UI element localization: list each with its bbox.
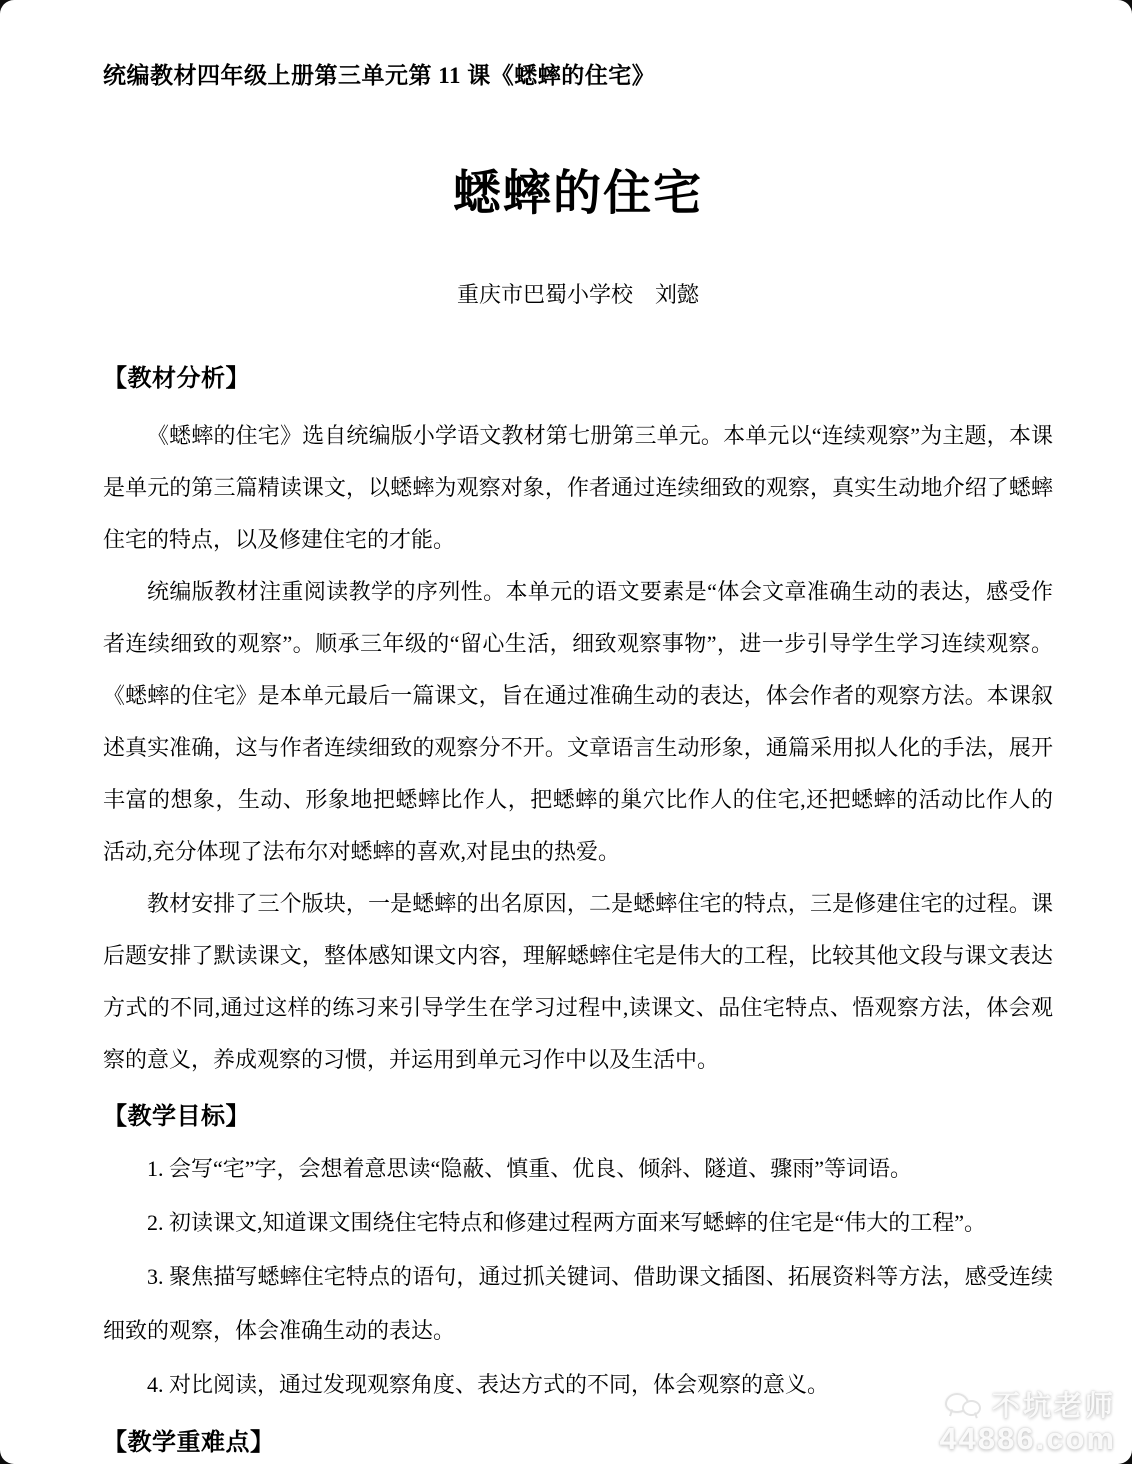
chat-bubbles-icon [945, 1392, 983, 1420]
watermark [939, 1390, 1116, 1456]
section-heading: 【教材分析】 [103, 366, 250, 392]
section-body [103, 410, 1053, 1086]
watermark-site: 44886.com [939, 1421, 1116, 1456]
watermark-brand-row [939, 1390, 1116, 1422]
author-byline: 重庆市巴蜀小学校 刘懿 [456, 282, 699, 307]
section-body [103, 1142, 1053, 1412]
goal-item: 4. 对比阅读，通过发现观察角度、表达方式的不同，体会观察的意义。 [147, 1372, 830, 1397]
goal-item: 3. 聚焦描写蟋蟀住宅特点的语句，通过抓关键词、借助课文插图、拓展资料等方法，感受连续细致的观察，体会准确生动的表达。 [103, 1264, 1053, 1343]
goal-item: 1. 会写“宅”字，会想着意思读“隐蔽、慎重、优良、倾斜、隧道、骤雨”等词语。 [147, 1156, 913, 1181]
document-title: 蟋蟀的住宅 [452, 167, 703, 220]
watermark-brand: 不坑老师 [991, 1390, 1116, 1421]
paragraph: 教材安排了三个版块，一是蟋蟀的出名原因，二是蟋蟀住宅的特点，三是修建住宅的过程。课后题安排了默读课文，整体感知课文内容，理解蟋蟀住宅是伟大的工程，比较其他文段与课文表达方式的不同,通过这样的练习来引导学生在学习过程中,读课文、品住宅特点、悟观察方法，体会观察的意义，养成观察的习惯，并运用到单元习作中以及生活中。 [103, 891, 1053, 1072]
section-heading: 【教学目标】 [103, 1104, 250, 1130]
section-teaching-goals [103, 1100, 1053, 1412]
section-textbook-analysis [103, 362, 1053, 1086]
section-heading: 【教学重难点】 [103, 1430, 275, 1456]
section-key-difficulties [103, 1426, 1053, 1460]
paragraph: 《蟋蟀的住宅》选自统编版小学语文教材第七册第三单元。本单元以“连续观察”为主题，本课是单元的第三篇精读课文，以蟋蟀为观察对象，作者通过连续细致的观察，真实生动地介绍了蟋蟀住宅的特点，以及修建住宅的才能。 [103, 423, 1053, 552]
goal-item: 2. 初读课文,知道课文围绕住宅特点和修建过程两方面来写蟋蟀的住宅是“伟大的工程”。 [147, 1210, 987, 1235]
course-header-line: 统编教材四年级上册第三单元第 11 课《蟋蟀的住宅》 [103, 63, 656, 88]
paragraph: 统编版教材注重阅读教学的序列性。本单元的语文要素是“体会文章准确生动的表达，感受作者连续细致的观察”。顺承三年级的“留心生活，细致观察事物”，进一步引导学生学习连续观察。《蟋蟀的住宅》是本单元最后一篇课文，旨在通过准确生动的表达，体会作者的观察方法。本课叙述真实准确，这与作者连续细致的观察分不开。文章语言生动形象，通篇采用拟人化的手法，展开丰富的想象，生动、形象地把蟋蟀比作人，把蟋蟀的巢穴比作人的住宅,还把蟋蟀的活动比作人的活动,充分体现了法布尔对蟋蟀的喜欢,对昆虫的热爱。 [103, 579, 1053, 864]
document-content [103, 0, 1053, 1460]
